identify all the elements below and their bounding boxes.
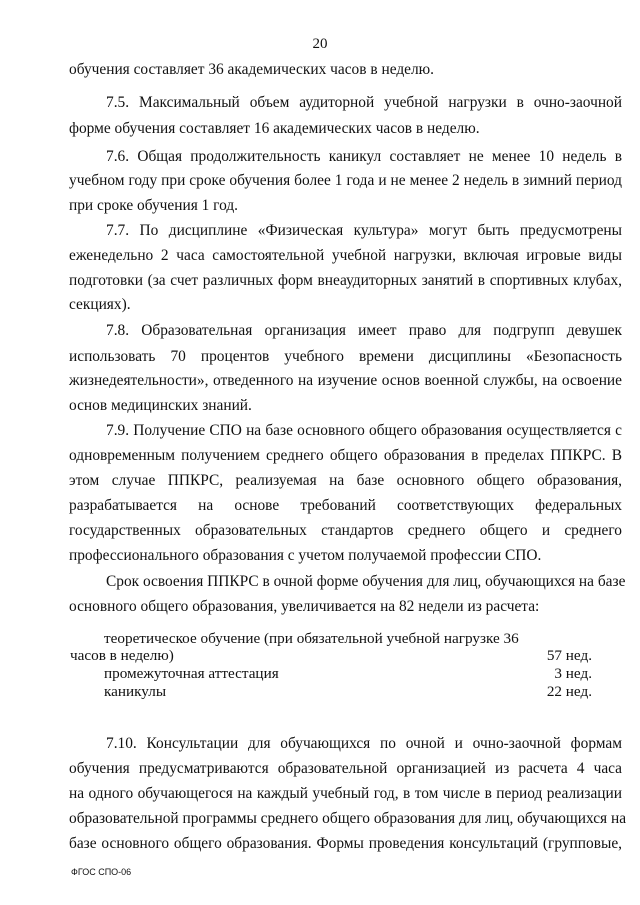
text-line: образовательной программы среднего общего образования для лиц, обучающихся на bbox=[69, 810, 627, 827]
text-line: этом случае ППКРС, реализуемая на базе основного общего образования, bbox=[69, 472, 622, 489]
text-line: при сроке обучения 1 год. bbox=[69, 197, 239, 214]
text-line: основ медицинских знаний. bbox=[69, 397, 252, 414]
paragraph-7-5-line: 7.5. Максимальный объем аудиторной учебной нагрузки в очно-заочной bbox=[106, 94, 622, 111]
text-line: государственных образовательных стандартов среднего общего и среднего bbox=[69, 522, 622, 539]
schedule-row-value: 57 нед. bbox=[546, 647, 592, 664]
paragraph-term-line: Срок освоения ППКРС в очной форме обучения для лиц, обучающихся на базе bbox=[106, 573, 626, 590]
schedule-row-label: теоретическое обучение (при обязательной учебной нагрузке 36 bbox=[104, 630, 519, 647]
paragraph-7-6-line: 7.6. Общая продолжительность каникул составляет не менее 10 недель в bbox=[106, 148, 622, 165]
text-line: форме обучения составляет 16 академических часов в неделю. bbox=[69, 120, 480, 137]
text-line: использовать 70 процентов учебного времени дисциплины «Безопасность bbox=[69, 348, 622, 365]
schedule-row-label: каникулы bbox=[104, 683, 167, 700]
schedule-row-value: 22 нед. bbox=[546, 683, 592, 700]
paragraph-7-8-line: 7.8. Образовательная организация имеет право для подгрупп девушек bbox=[106, 322, 622, 339]
page-number: 20 bbox=[312, 36, 328, 52]
text-line: подготовки (за счет различных форм внеаудиторных занятий в спортивных клубах, bbox=[69, 272, 622, 289]
text-line: обучения предусматриваются образовательной организацией из расчета 4 часа bbox=[69, 760, 622, 777]
text-line: основного общего образования, увеличивается на 82 недели из расчета: bbox=[69, 598, 540, 615]
schedule-row-label: часов в неделю) bbox=[70, 647, 174, 664]
text-line: профессионального образования с учетом получаемой профессии СПО. bbox=[69, 547, 542, 564]
paragraph-7-9-line: 7.9. Получение СПО на базе основного общего образования осуществляется с bbox=[106, 422, 622, 439]
text-line: разрабатывается на основе требований соответствующих федеральных bbox=[69, 497, 622, 514]
text-line: базе основного общего образования. Формы проведения консультаций (групповые, bbox=[69, 835, 622, 852]
schedule-row-value: 3 нед. bbox=[554, 665, 592, 682]
text-line: на одного обучающегося на каждый учебный год, в том числе в период реализации bbox=[69, 785, 622, 802]
footer-code: ФГОС СПО-06 bbox=[71, 867, 132, 877]
text-line: учебном году при сроке обучения более 1 года и не менее 2 недель в зимний период bbox=[69, 172, 622, 189]
text-line: обучения составляет 36 академических часов в неделю. bbox=[69, 61, 435, 78]
text-line: жизнедеятельности», отведенного на изучение основ военной службы, на освоение bbox=[69, 372, 622, 389]
text-line: секциях). bbox=[69, 296, 131, 313]
paragraph-7-10-line: 7.10. Консультации для обучающихся по очной и очно-заочной формам bbox=[106, 735, 622, 752]
schedule-row-label: промежуточная аттестация bbox=[104, 665, 279, 682]
text-line: еженедельно 2 часа самостоятельной учебной нагрузки, включая игровые виды bbox=[69, 247, 622, 264]
text-line: одновременным получением среднего общего образования в пределах ППКРС. В bbox=[69, 447, 622, 464]
paragraph-7-7-line: 7.7. По дисциплине «Физическая культура» могут быть предусмотрены bbox=[106, 222, 622, 239]
